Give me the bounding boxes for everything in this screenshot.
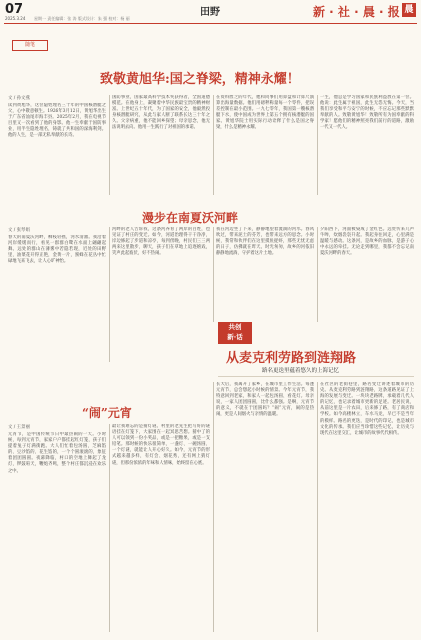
section-tab: 田野 [200,7,220,18]
promo-tag-bottom: 新·话 [227,333,243,341]
promo-title: 从麦克利劳路到涟翔路 [226,351,357,366]
article1-col-1: 读到黄旭华，这位隐姓埋名三十年的中国核潜艇之父，心中敬意顿生。1926年3月12日，黄旭华出生于广东省汕尾市海丰县。2025年2月，我在电视节目里又一次看到了他的身影。他一生奉献于国防事业，用半生隐姓埋名，铸就了共和国的深海利剑。他的人生，是一部无私奉献的长诗。 [8,103,106,139]
article3-col-2: 最让我难忘的是猜灯谜。村里的老先生把写好的谜语挂在灯笼下，大家围在一起冥思苦想。猜中了的人可以领到一份小奖品，或是一把糖果，或是一支铅笔。那时候的快乐很简单，一盏灯、一碗汤圆、一个灯谜，就能让人开心好久。如今，元宵节的形式越来越多样，有灯会、烟花秀，还有网上猜灯谜，但那份浓浓的年味和人情味，始终留在心底。 [112,424,210,466]
article2-divider-3 [317,227,318,322]
promo-body: 在社区的老街巷里，路名变迁讲述着城市的历史。从麦克利劳路到涟翔路，这条道路见证了上海的发展与变迁。一块块老路牌，承载着几代人的记忆，也记录着城市更新的足迹。老居民说，从前这里是一片农田，后来修了路，有了商店和学校。如今高楼林立，车水马龙，早已不是当年的模样。路名的更迭，是时代的印记，也是城市文化的传承。我们应当珍惜这些记忆，让历史与现代在这里交汇，让城市的故事代代相传。 [320,382,414,436]
article3-title: “闹”元宵 [82,406,132,420]
article3-col-1: 元宵节，是中国传统节日中最热闹的一天。小时候，每到元宵节，家家户户都挂起红灯笼，孩子们提着兔子灯满街跑。大人们忙着包汤圆，芝麻馅的、豆沙馅的、花生馅的，一个个圆滚滚的，象征着团团圆圆。夜幕降临，村口的空地上舞起了龙灯，锣鼓喧天，鞭炮齐鸣，整个村庄都沉浸在欢乐之中。 [8,432,106,474]
article3-divider-1 [109,424,110,632]
brand-name: 新 · 社 · 晨 · 报 [313,5,400,19]
article1-title: 致敬黄旭华:国之脊梁，精神永耀！ [100,72,300,87]
article2-divider-1 [109,227,110,362]
article1-divider-3 [317,95,318,195]
promo-tag-top: 共创 [228,323,242,331]
article2-title: 漫步在南夏沃河畔 [142,211,239,225]
article1-col-3: 在资料匮乏的年代，他和同事们用算盘和计算尺演算出海量数据。他们用磅秤称量每一个零件，把误差控制在最小范围。一九七零年，我国第一艘核潜艇下水，使中国成为世界上第五个拥有核潜艇的国家。黄旭华院士用实际行动诠释了什么是国之脊梁，什么是精神永耀。 [216,95,314,131]
article3-divider-3 [317,382,318,632]
header-meta: 星期一 责任编辑：张 涛 版式设计：朱 强 校对：杨 丽 [34,16,130,21]
article2-col-4: 夕阳西下，河面被染成了金红色。远处传来几声牛哞，炊烟袅袅升起。我起身往回走，心里满是温暖与感动。这条河，是故乡的血脉，是游子心中永远的牵挂。无论走到哪里，我都不会忘记南夏沃河畔的春天。 [320,227,414,257]
column-tag-label: 随笔 [24,42,35,48]
article2-col-2: 河畔的老人告诉我，这条河养育了两岸的百姓，也见证了村庄的变迁。如今，河道治理得干干净净，岸边修起了步道和凉亭，每到傍晚，村民们三三两两来这里散步、聊天，孩子们在草地上追逐嬉戏，笑声此起彼伏，好不热闹。 [112,227,210,257]
brand-logo-icon: 晨 [402,3,416,17]
promo-rule [218,376,414,377]
article2-byline: 文 / 张琴娟 [8,228,30,233]
article1-byline: 文 / 孙文燕 [8,96,30,101]
article1-col-4: 一生，他总是学习国家和民族利益放在第一位。他说：此生属于祖国，此生无怨无悔。今天，当我们享受和平与安宁的时候，不应忘记那些默默奉献的人。致敬黄旭华！致敬所有为国奉献的科学家！愿他们的精神照亮我们前行的道路，激励一代又一代人。 [320,95,414,131]
header-rule [4,23,417,24]
header-bar [0,0,421,24]
page-number: 07 [5,2,24,17]
article3-col-3: 长大后，我离开了家乡，在城市里工作生活。每逢元宵节，总会想起小时候的情景。今年元宵节，我特意回到老家，和家人一起包汤圆、看花灯。母亲说，一家人团团圆圆，比什么都强。是啊，元宵节的意义，不就在于团圆吗？“闹”元宵，闹的是热闹，更是人间烟火与亲情的温暖。 [216,382,314,418]
article1-divider-2 [213,95,214,195]
article2-col-3: 我在河边坐了下来，静静地望着流淌的河水。春风吹过，带来泥土的芬芳，也带来远方的思念。小时候，我常和伙伴们在这里摸鱼捉虾，那些无忧无虑的日子，仿佛就在昨天。时光匆匆，故乡的河依旧静静地流淌，守护着这片土地。 [216,227,314,257]
article1-divider-1 [109,95,110,195]
article1-col-2: 国防事业，国家最高科学技术奖获得者，全国道德模范。在他身上，凝聚着中华民族最宝贵的精神财富。上世纪五十年代，为了国家的安全，他毅然投身核潜艇研究，从此与家人断了联系长达三十年之久。父亲病重，他不能回乡探望；母亲思念，他无法说明去向。他用一生践行了对祖国的承诺。 [112,95,210,131]
article3-divider-2 [213,382,214,632]
column-tag [12,40,48,51]
promo-tag [218,322,252,344]
issue-date: 2025.3.24 [5,16,26,21]
promo-subtitle: 路名更迭里蕴着悠久的上海记忆 [262,368,340,374]
article3-byline: 文 / 王景丽 [8,425,30,430]
article2-col-1: 春天的南夏沃河畔，柳枝轻摇，河水清澈。我沿着河岸缓缓而行，看见一群群白鹭在水面上翩翩起舞。远处的群山在薄雾中若隐若现，近处的田野里，油菜花开得正艳，金黄一片，蜜蜂在花丛中忙碌地飞来飞去，让人心旷神怡。 [8,235,106,265]
article2-divider-2 [213,227,214,322]
